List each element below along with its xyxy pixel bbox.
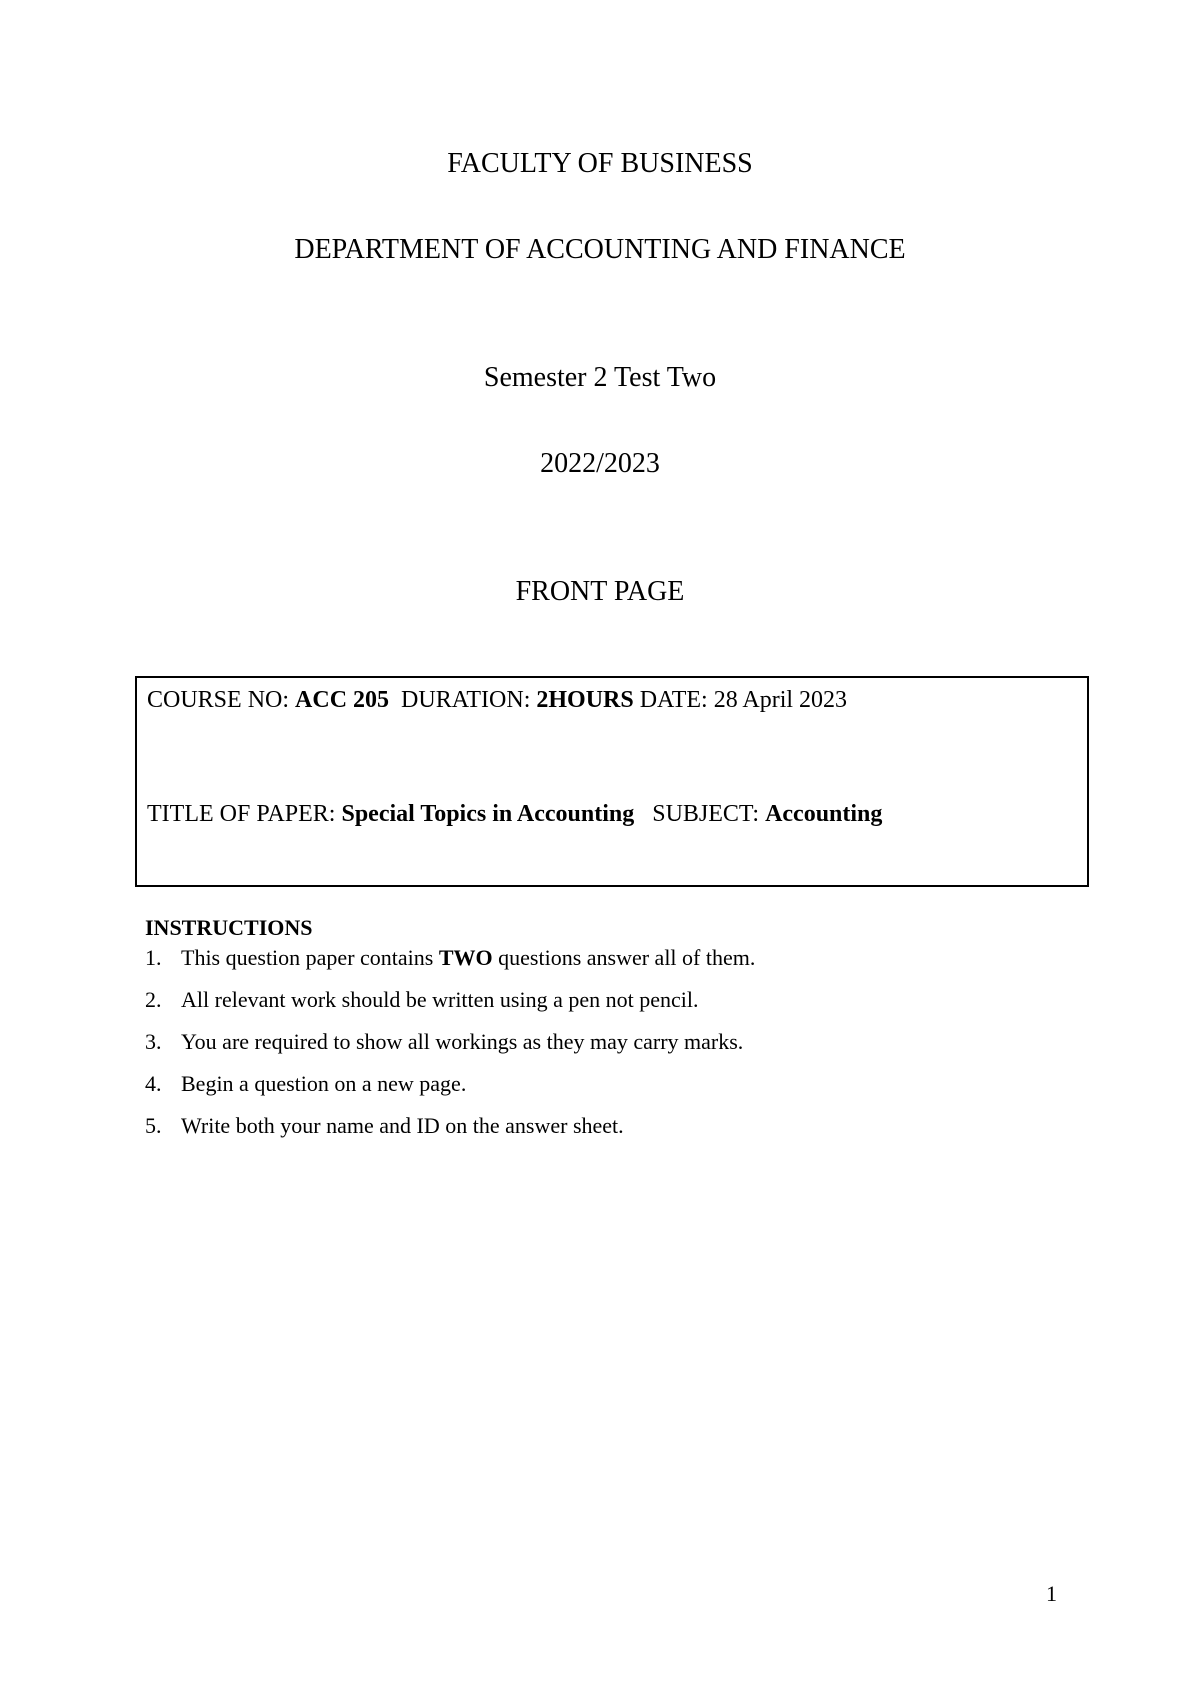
instruction-item	[145, 1069, 1085, 1111]
title-value: Special Topics in Accounting	[341, 801, 635, 827]
course-info-box	[135, 676, 1089, 887]
department-title: DEPARTMENT OF ACCOUNTING AND FINANCE	[294, 234, 906, 265]
date-text: DATE: 28 April 2023	[639, 687, 848, 713]
duration-value: 2HOURS	[536, 687, 634, 713]
page-label: FRONT PAGE	[515, 576, 685, 607]
title-label: TITLE OF PAPER:	[147, 801, 342, 827]
instructions-heading: INSTRUCTIONS	[145, 915, 313, 940]
instruction-item	[145, 943, 1085, 985]
academic-year: 2022/2023	[540, 448, 660, 479]
instruction-text: Begin a question on a new page.	[181, 1071, 467, 1096]
instruction-number: 2.	[145, 987, 162, 1012]
faculty-title: FACULTY OF BUSINESS	[447, 148, 753, 179]
course-label: COURSE NO:	[147, 687, 296, 713]
instructions-list	[145, 943, 1085, 1153]
instruction-text: You are required to show all workings as they may carry marks.	[181, 1029, 744, 1054]
instruction-item	[145, 985, 1085, 1027]
course-details-line	[147, 685, 847, 715]
instruction-item	[145, 1111, 1085, 1153]
subject-value: Accounting	[765, 801, 883, 827]
instruction-text: questions answer all of them.	[492, 945, 756, 970]
instruction-emphasis: TWO	[438, 945, 493, 970]
instruction-text: Write both your name and ID on the answer sheet.	[181, 1113, 624, 1138]
instruction-number: 3.	[145, 1029, 162, 1054]
instruction-number: 5.	[145, 1113, 162, 1138]
instruction-text: This question paper contains	[181, 945, 439, 970]
course-value: ACC 205	[295, 687, 390, 713]
semester-title: Semester 2 Test Two	[483, 362, 717, 393]
paper-details-line	[147, 799, 882, 829]
instruction-number: 1.	[145, 945, 162, 970]
duration-label: DURATION:	[401, 687, 537, 713]
page-number: 1	[1046, 1581, 1057, 1606]
subject-label: SUBJECT:	[652, 801, 766, 827]
instruction-item	[145, 1027, 1085, 1069]
instruction-number: 4.	[145, 1071, 162, 1096]
instructions-section	[145, 913, 1085, 1153]
instruction-text: All relevant work should be written using a pen not pencil.	[181, 987, 699, 1012]
